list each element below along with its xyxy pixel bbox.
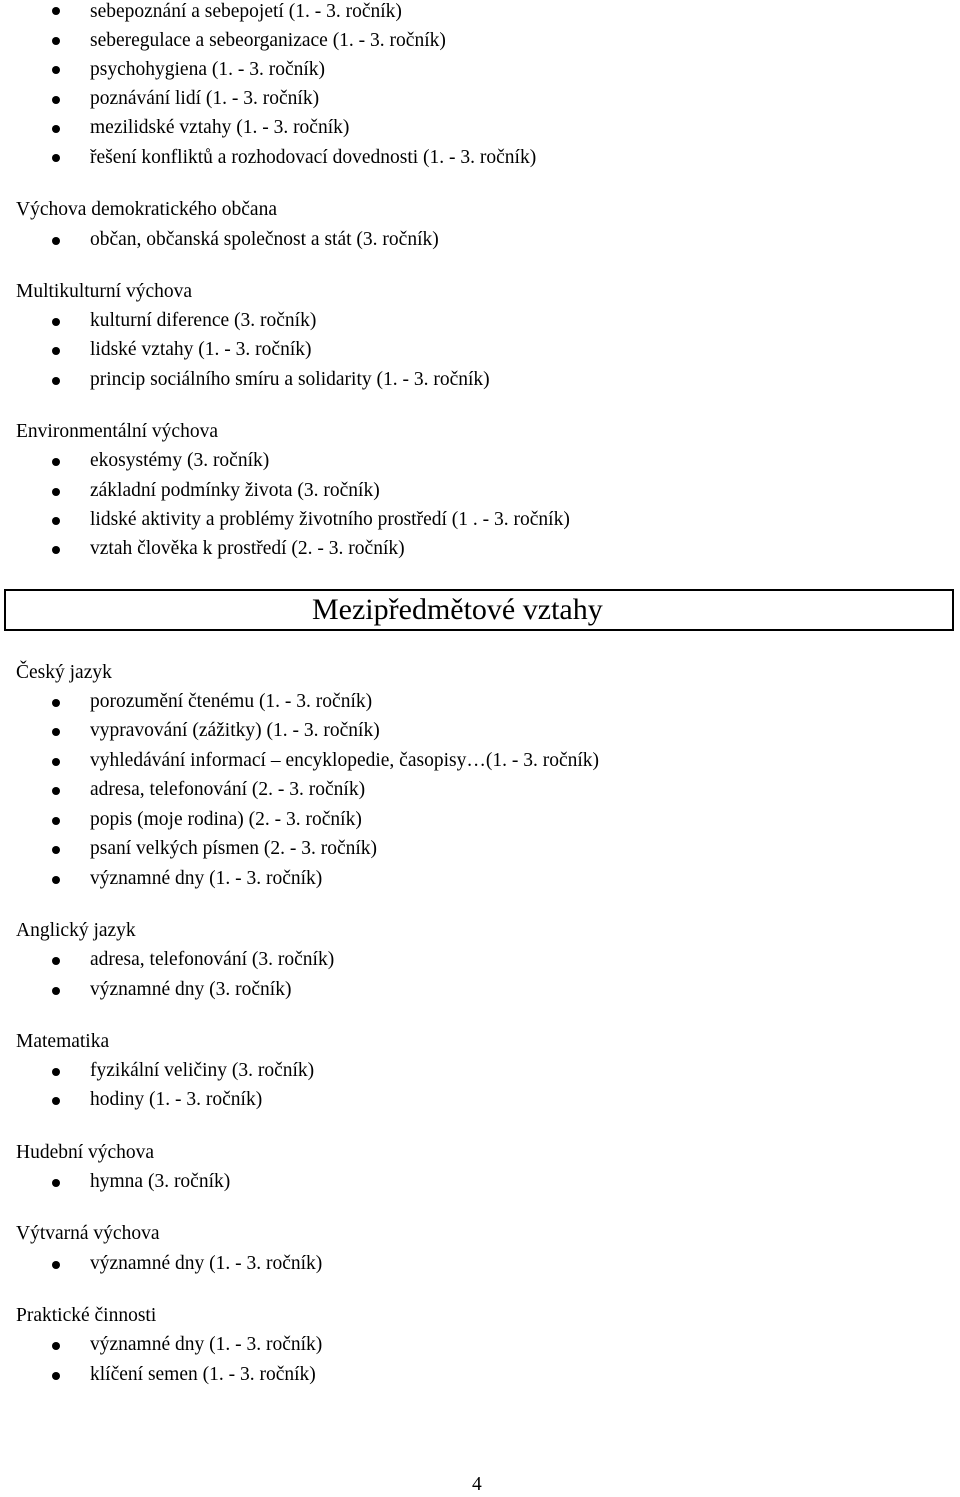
list-item: klíčení semen (1. - 3. ročník) (90, 1364, 316, 1385)
bullet-icon (52, 1068, 60, 1076)
list-item: adresa, telefonování (3. ročník) (90, 949, 335, 970)
list-item: lidské vztahy (1. - 3. ročník) (90, 339, 312, 360)
bullet-icon (52, 237, 60, 245)
subject-heading: Výtvarná výchova (16, 1223, 160, 1244)
list-item: sebepoznání a sebepojetí (1. - 3. ročník) (90, 1, 402, 22)
bullet-icon (52, 154, 60, 162)
subject-heading: Anglický jazyk (16, 920, 136, 941)
list-item: psaní velkých písmen (2. - 3. ročník) (90, 838, 378, 859)
bullet-icon (52, 1342, 60, 1350)
subject-heading: Praktické činnosti (16, 1305, 157, 1326)
bullet-icon (52, 846, 60, 854)
bullet-icon (52, 758, 60, 766)
bullet-icon (52, 347, 60, 355)
bullet-icon (52, 458, 60, 466)
bullet-icon (52, 66, 60, 74)
bullet-icon (52, 1372, 60, 1380)
list-item: porozumění čtenému (1. - 3. ročník) (90, 691, 373, 712)
bullet-icon (52, 377, 60, 385)
list-item: lidské aktivity a problémy životního prostředí (1 . - 3. ročník) (90, 509, 570, 530)
bullet-icon (52, 96, 60, 104)
list-item: významné dny (1. - 3. ročník) (90, 868, 323, 889)
list-item: významné dny (1. - 3. ročník) (90, 1253, 323, 1274)
section-title: Mezipředmětové vztahy (312, 593, 603, 626)
list-item: občan, občanská společnost a stát (3. ročník) (90, 229, 439, 250)
bullet-icon (52, 37, 60, 45)
topic-heading: Environmentální výchova (16, 421, 218, 442)
bullet-icon (52, 987, 60, 995)
list-item: vyhledávání informací – encyklopedie, časopisy…(1. - 3. ročník) (90, 750, 600, 771)
list-item: řešení konfliktů a rozhodovací dovednosti (1. - 3. ročník) (90, 147, 537, 168)
bullet-icon (52, 1097, 60, 1105)
bullet-icon (52, 318, 60, 326)
bullet-icon (52, 546, 60, 554)
bullet-icon (52, 876, 60, 884)
list-item: vypravování (zážitky) (1. - 3. ročník) (90, 720, 380, 741)
list-item: kulturní diference (3. ročník) (90, 310, 317, 331)
list-item: psychohygiena (1. - 3. ročník) (90, 59, 326, 80)
subject-heading: Matematika (16, 1031, 110, 1052)
bullet-icon (52, 817, 60, 825)
bullet-icon (52, 488, 60, 496)
list-item: významné dny (3. ročník) (90, 979, 292, 1000)
bullet-icon (52, 517, 60, 525)
list-item: popis (moje rodina) (2. - 3. ročník) (90, 809, 362, 830)
bullet-icon (52, 957, 60, 965)
bullet-icon (52, 125, 60, 133)
bullet-icon (52, 1179, 60, 1187)
list-item: významné dny (1. - 3. ročník) (90, 1334, 323, 1355)
list-item: ekosystémy (3. ročník) (90, 450, 270, 471)
list-item: seberegulace a sebeorganizace (1. - 3. ročník) (90, 30, 446, 51)
bullet-icon (52, 1261, 60, 1269)
list-item: základní podmínky života (3. ročník) (90, 480, 380, 501)
subject-heading: Hudební výchova (16, 1142, 155, 1163)
bullet-icon (52, 699, 60, 707)
list-item: hodiny (1. - 3. ročník) (90, 1089, 263, 1110)
list-item: adresa, telefonování (2. - 3. ročník) (90, 779, 366, 800)
list-item: fyzikální veličiny (3. ročník) (90, 1060, 315, 1081)
page-number: 4 (472, 1474, 482, 1495)
list-item: princip sociálního smíru a solidarity (1. - 3. ročník) (90, 369, 490, 390)
bullet-icon (52, 787, 60, 795)
list-item: vztah člověka k prostředí (2. - 3. ročník) (90, 538, 405, 559)
bullet-icon (52, 728, 60, 736)
subject-heading: Český jazyk (16, 662, 112, 683)
list-item: hymna (3. ročník) (90, 1171, 231, 1192)
list-item: mezilidské vztahy (1. - 3. ročník) (90, 117, 350, 138)
bullet-icon (52, 7, 60, 15)
topic-heading: Multikulturní výchova (16, 281, 193, 302)
list-item: poznávání lidí (1. - 3. ročník) (90, 88, 320, 109)
topic-heading: Výchova demokratického občana (16, 199, 277, 220)
